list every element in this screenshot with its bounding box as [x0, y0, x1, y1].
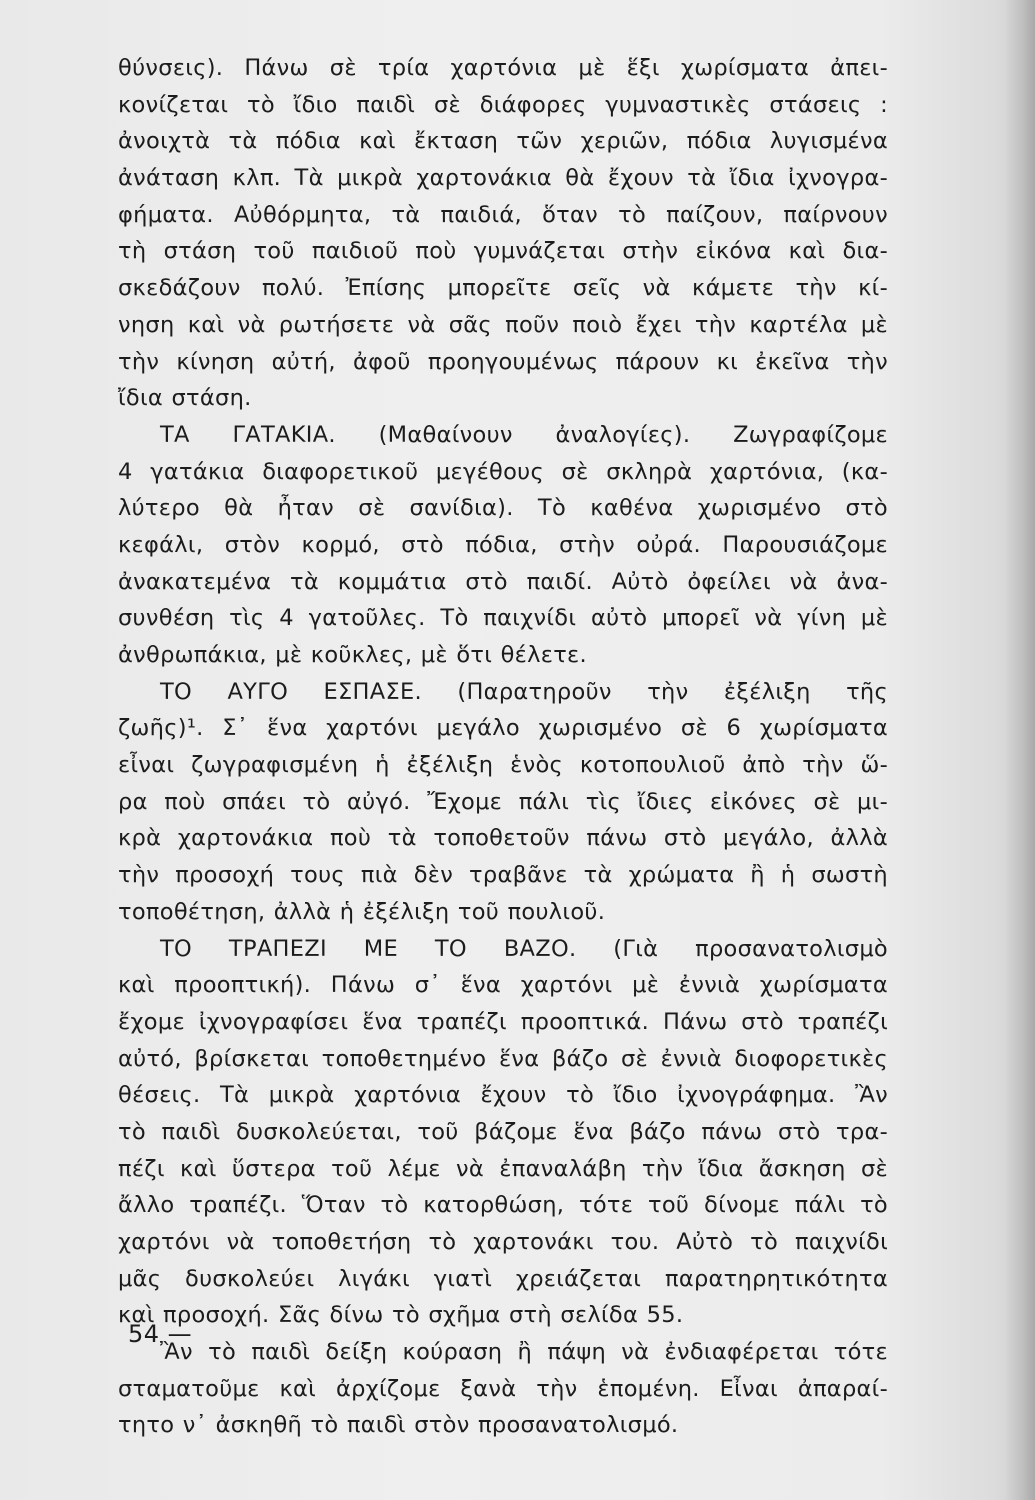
section-heading-line: ΤΑ ΓΑΤΑΚΙΑ. (Μαθαίνουν ἀναλογίες). Ζωγραφίζομε	[160, 421, 888, 448]
text-line: σταματοῦμε καὶ ἀρχίζομε ξανὰ τὴν ἑπομένη. Εἶναι ἀπαραί-	[118, 1375, 888, 1402]
text-line: Ἂν τὸ παιδὶ δείξη κούραση ἢ πάψη νὰ ἐνδιαφέρεται τότε	[160, 1339, 888, 1366]
text-line: εἶναι ζωγραφισμένη ἡ ἐξέλιξη ἑνὸς κοτοπουλιοῦ ἀπὸ τὴν ὥ-	[118, 752, 888, 779]
text-line: κρὰ χαρτονάκια ποὺ τὰ τοποθετοῦν πάνω στὸ μεγάλο, ἀλλὰ	[118, 825, 888, 852]
text-line: σκεδάζουν πολύ. Ἐπίσης μπορεῖτε σεῖς νὰ κάμετε τὴν κί-	[118, 275, 888, 302]
text-line: τὴν προσοχή τους πιὰ δὲν τραβᾶνε τὰ χρώματα ἢ ἡ σωστὴ	[118, 862, 888, 889]
text-line: ἄλλο τραπέζι. Ὅταν τὸ κατορθώση, τότε τοῦ δίνομε πάλι τὸ	[118, 1192, 888, 1219]
text-line: ἔχομε ἰχνογραφίσει ἕνα τραπέζι προοπτικά. Πάνω στὸ τραπέζι	[118, 1008, 888, 1035]
text-line: τὴ στάση τοῦ παιδιοῦ ποὺ γυμνάζεται στὴν εἰκόνα καὶ δια-	[118, 238, 888, 265]
text-line: ἴδια στάση.	[118, 385, 252, 412]
text-line: 4 γατάκια διαφορετικοῦ μεγέθους σὲ σκληρὰ χαρτόνια, (κα-	[118, 458, 888, 485]
text-line: ἀνοιχτὰ τὰ πόδια καὶ ἔκταση τῶν χεριῶν, πόδια λυγισμένα	[118, 128, 888, 155]
text-line: λύτερο θὰ ἦταν σὲ σανίδια). Τὸ καθένα χωρισμένο στὸ	[118, 495, 888, 522]
page-number: 54 —	[128, 1320, 193, 1348]
text-line: ρα ποὺ σπάει τὸ αὐγό. Ἔχομε πάλι τὶς ἴδιες εἰκόνες σὲ μι-	[118, 788, 888, 815]
text-line: ἀνθρωπάκια, μὲ κοῦκλες, μὲ ὅτι θέλετε.	[118, 642, 587, 668]
text-line: φήματα. Αὐθόρμητα, τὰ παιδιά, ὅταν τὸ παίζουν, παίρνουν	[118, 201, 888, 228]
text-line: θύνσεις). Πάνω σὲ τρία χαρτόνια μὲ ἕξι χωρίσματα ἀπει-	[118, 55, 888, 81]
spine-shadow	[1005, 0, 1035, 1500]
text-line: χαρτόνι νὰ τοποθετήση τὸ χαρτονάκι του. Αὐτὸ τὸ παιχνίδι	[118, 1229, 888, 1255]
text-line: αὐτό, βρίσκεται τοποθετημένο ἕνα βάζο σὲ ἐννιὰ διοφορετικὲς	[118, 1045, 888, 1072]
text-line: νηση καὶ νὰ ρωτήσετε νὰ σᾶς ποῦν ποιὸ ἔχει τὴν καρτέλα μὲ	[118, 311, 888, 338]
text-line: κονίζεται τὸ ἴδιο παιδὶ σὲ διάφορες γυμναστικὲς στάσεις :	[118, 91, 888, 118]
text-line: μᾶς δυσκολεύει λιγάκι γιατὶ χρειάζεται παρατηρητικότητα	[118, 1265, 888, 1292]
text-line: τοποθέτηση, ἀλλὰ ἡ ἐξέλιξη τοῦ πουλιοῦ.	[118, 898, 606, 925]
text-line: ἀνακατεμένα τὰ κομμάτια στὸ παιδί. Αὐτὸ ὀφείλει νὰ ἀνα-	[118, 568, 888, 595]
text-line: θέσεις. Τὰ μικρὰ χαρτόνια ἔχουν τὸ ἴδιο ἰχνογράφημα. Ἂν	[118, 1082, 888, 1109]
text-line: ζωῆς)¹. Σ᾿ ἕνα χαρτόνι μεγάλο χωρισμένο σὲ 6 χωρίσματα	[118, 715, 888, 742]
text-line: καὶ προοπτική). Πάνω σ᾿ ἕνα χαρτόνι μὲ ἐννιὰ χωρίσματα	[118, 972, 888, 999]
text-line: συνθέση τὶς 4 γατοῦλες. Τὸ παιχνίδι αὐτὸ μπορεῖ νὰ γίνη μὲ	[118, 605, 888, 632]
text-line: τὴν κίνηση αὐτή, ἀφοῦ προηγουμένως πάρουν κι ἐκεῖνα τὴν	[118, 348, 888, 375]
text-line: καὶ προσοχή. Σᾶς δίνω τὸ σχῆμα στὴ σελίδα 55.	[118, 1302, 684, 1329]
text-line: τὸ παιδὶ δυσκολεύεται, τοῦ βάζομε ἕνα βάζο πάνω στὸ τρα-	[118, 1118, 888, 1145]
section-heading-line: ΤΟ ΑΥΓΟ ΕΣΠΑΣΕ. (Παρατηροῦν τὴν ἐξέλιξη τῆς	[160, 678, 888, 705]
text-line: πέζι καὶ ὕστερα τοῦ λέμε νὰ ἐπαναλάβη τὴν ἴδια ἄσκηση σὲ	[118, 1155, 888, 1182]
text-line: ἀνάταση κλπ. Τὰ μικρὰ χαρτονάκια θὰ ἔχουν τὰ ἴδια ἰχνογρα-	[118, 165, 888, 192]
text-line: τητο ν᾿ ἀσκηθῆ τὸ παιδὶ στὸν προσανατολισμό.	[118, 1412, 679, 1439]
body-text	[118, 50, 888, 1444]
text-line: κεφάλι, στὸν κορμό, στὸ πόδια, στὴν οὐρά. Παρουσιάζομε	[118, 531, 888, 558]
section-heading-line: ΤΟ ΤΡΑΠΕΖΙ ΜΕ ΤΟ ΒΑΖΟ. (Γιὰ προσανατολισμὸ	[160, 935, 888, 962]
